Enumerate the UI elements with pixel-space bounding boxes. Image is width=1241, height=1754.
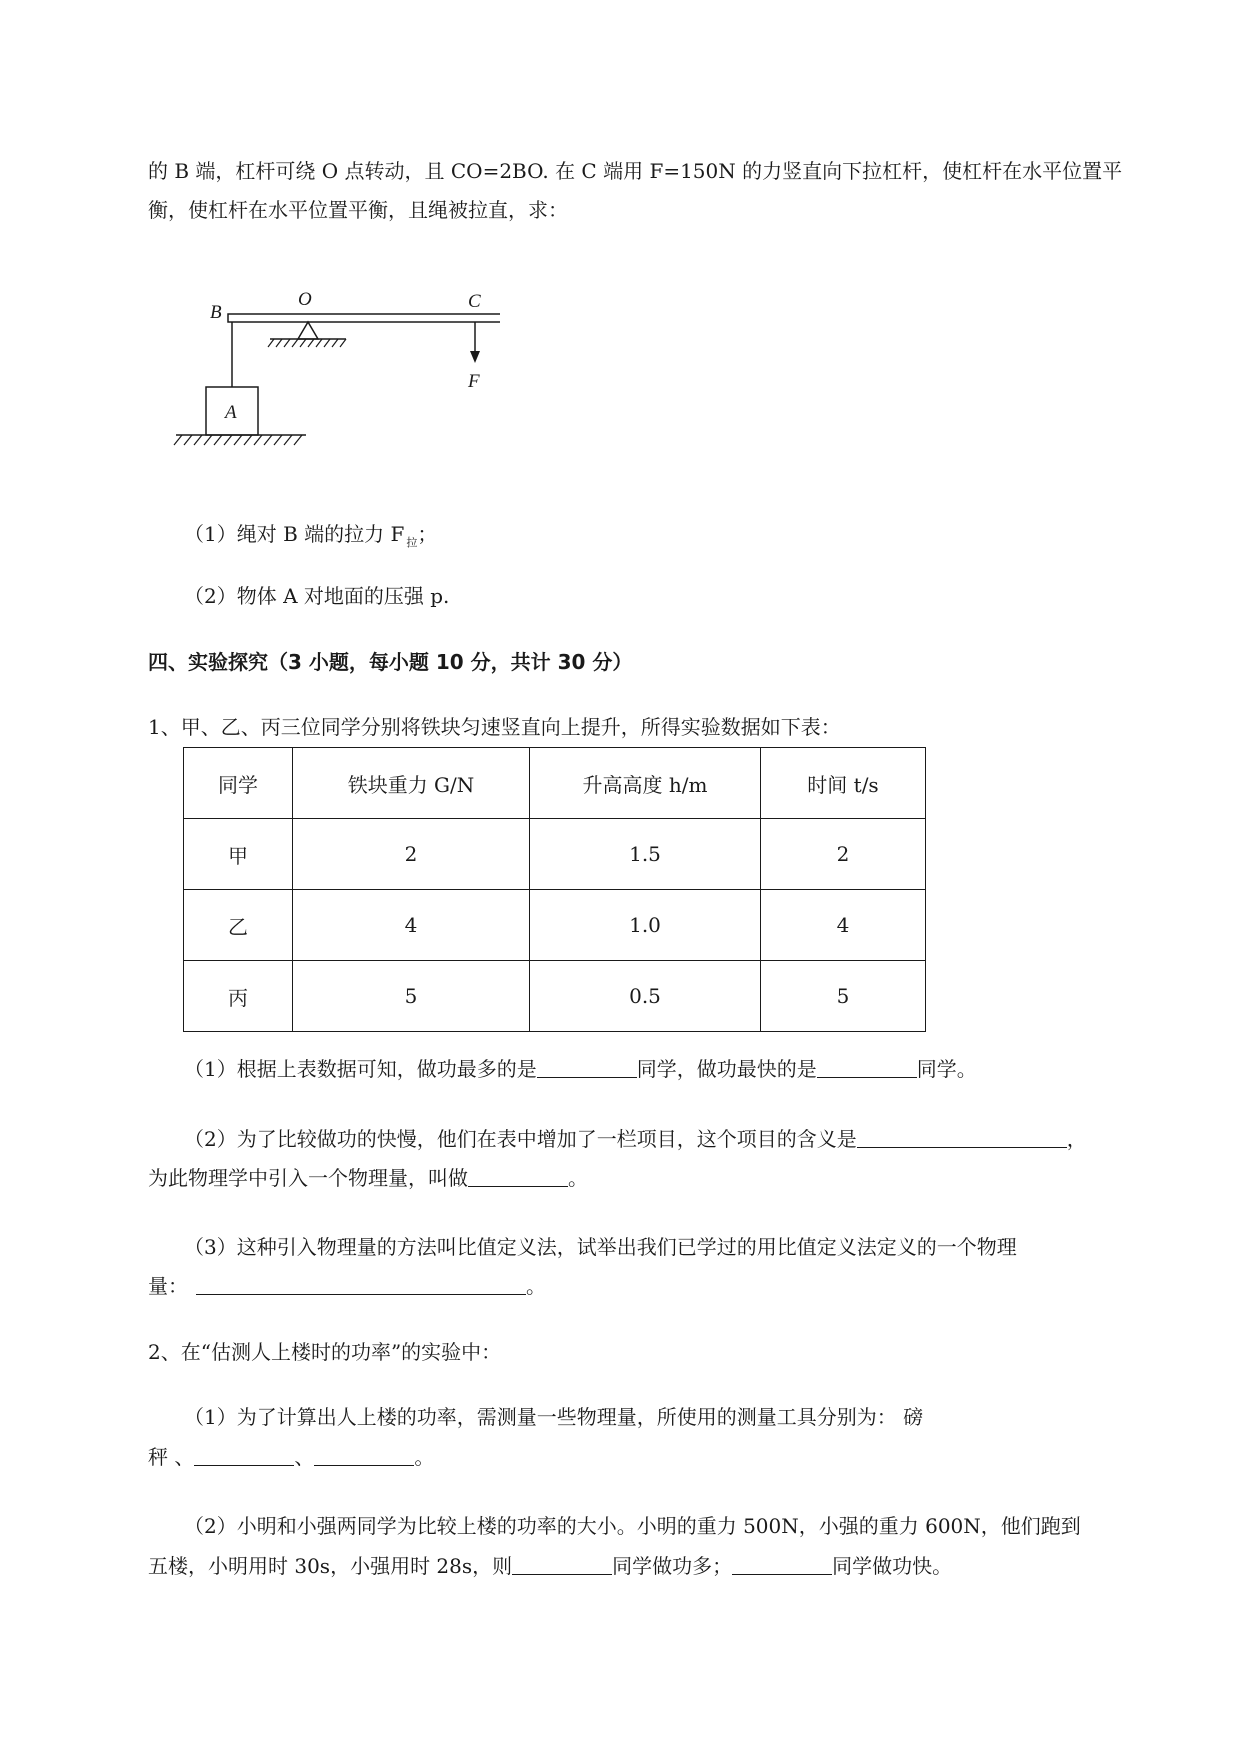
table-header-cell: 时间 t/s bbox=[761, 748, 926, 819]
table-cell: 2 bbox=[761, 819, 926, 890]
question-1-end: ； bbox=[417, 522, 438, 546]
answer-blank[interactable] bbox=[194, 1445, 294, 1466]
table-row bbox=[184, 890, 926, 961]
exp1-part-3-text-b: 量： bbox=[148, 1274, 188, 1298]
answer-blank[interactable] bbox=[817, 1057, 917, 1078]
exp2-part-2-line-2 bbox=[148, 1552, 952, 1580]
exp2-intro: 2、在“估测人上楼时的功率”的实验中： bbox=[148, 1340, 502, 1364]
exp1-part-2-text-c: 为此物理学中引入一个物理量，叫做 bbox=[148, 1166, 468, 1190]
exp1-part-3-line-2 bbox=[148, 1272, 546, 1300]
answer-blank[interactable] bbox=[196, 1274, 526, 1295]
answer-blank[interactable] bbox=[857, 1127, 1067, 1148]
section-title: 四、实验探究（3 小题，每小题 10 分，共计 30 分） bbox=[148, 650, 633, 674]
exp1-part-2-text-a: （2）为了比较做功的快慢，他们在表中增加了一栏项目，这个项目的含义是 bbox=[184, 1127, 857, 1151]
label-a: A bbox=[225, 402, 237, 423]
table-cell: 4 bbox=[761, 890, 926, 961]
exp1-part-3-line-1: （3）这种引入物理量的方法叫比值定义法，试举出我们已学过的用比值定义法定义的一个物理 bbox=[184, 1235, 1017, 1259]
exp2-part-2-text-c: 同学做功多； bbox=[612, 1554, 733, 1578]
exp2-part-1-text-b: 秤 、 bbox=[148, 1445, 195, 1469]
table-cell: 4 bbox=[293, 890, 530, 961]
exp1-part-1-text-a: （1）根据上表数据可知，做功最多的是 bbox=[184, 1057, 537, 1081]
lever-bar bbox=[228, 314, 500, 322]
answer-blank[interactable] bbox=[512, 1554, 612, 1575]
table-cell: 1.0 bbox=[530, 890, 761, 961]
question-1-text: （1）绳对 B 端的拉力 F bbox=[184, 522, 405, 546]
table-cell: 甲 bbox=[184, 819, 293, 890]
answer-blank[interactable] bbox=[732, 1554, 832, 1575]
exp1-part-2-text-d: 。 bbox=[568, 1166, 588, 1190]
table-cell: 丙 bbox=[184, 961, 293, 1032]
fulcrum bbox=[298, 322, 318, 339]
lever-diagram bbox=[170, 285, 500, 455]
table-cell: 2 bbox=[293, 819, 530, 890]
exp2-part-2-text-d: 同学做功快。 bbox=[832, 1554, 953, 1578]
exp2-part-1-text-c: 、 bbox=[294, 1445, 315, 1469]
label-b: B bbox=[210, 302, 222, 323]
exp1-intro: 1、甲、乙、丙三位同学分别将铁块匀速竖直向上提升，所得实验数据如下表： bbox=[148, 715, 841, 739]
data-table bbox=[183, 747, 926, 1032]
question-2: （2）物体 A 对地面的压强 p. bbox=[184, 584, 450, 608]
table-cell: 乙 bbox=[184, 890, 293, 961]
exp1-part-1-text-c: 同学。 bbox=[916, 1057, 977, 1081]
exp1-part-3-text-c: 。 bbox=[526, 1274, 546, 1298]
table-header-cell: 铁块重力 G/N bbox=[293, 748, 530, 819]
table-row bbox=[184, 961, 926, 1032]
intro-line-2: 衡，使杠杆在水平位置平衡，且绳被拉直，求： bbox=[148, 198, 568, 222]
exp2-part-2-line-1: （2）小明和小强两同学为比较上楼的功率的大小。小明的重力 500N，小强的重力 600N，他们跑到 bbox=[184, 1514, 1081, 1538]
table-header-cell: 升高高度 h/m bbox=[530, 748, 761, 819]
answer-blank[interactable] bbox=[537, 1057, 637, 1078]
exp2-part-1-text-d: 。 bbox=[414, 1445, 435, 1469]
exp2-part-1-line-1: （1）为了计算出人上楼的功率，需测量一些物理量，所使用的测量工具分别为： 磅 bbox=[184, 1405, 924, 1429]
exp2-part-2-text-b: 五楼，小明用时 30s，小强用时 28s，则 bbox=[148, 1554, 513, 1578]
question-1-sub: 拉 bbox=[406, 536, 418, 549]
exp1-part-1 bbox=[184, 1055, 977, 1083]
exp1-part-2-line-2 bbox=[148, 1164, 588, 1192]
answer-blank[interactable] bbox=[314, 1445, 414, 1466]
answer-blank[interactable] bbox=[468, 1166, 568, 1187]
table-cell: 5 bbox=[761, 961, 926, 1032]
table-cell: 5 bbox=[293, 961, 530, 1032]
force-arrow-head bbox=[470, 351, 480, 363]
exp1-part-2-text-b: ， bbox=[1066, 1127, 1087, 1151]
question-1 bbox=[184, 520, 437, 557]
table-row bbox=[184, 819, 926, 890]
label-c: C bbox=[468, 291, 481, 312]
table-header-row bbox=[184, 748, 926, 819]
label-o: O bbox=[298, 289, 312, 310]
exp2-part-1-line-2 bbox=[148, 1443, 434, 1471]
fulcrum-hatch bbox=[268, 339, 346, 347]
intro-line-1: 的 B 端，杠杆可绕 O 点转动，且 CO=2BO. 在 C 端用 F=150N 的力竖直向下拉杠杆，使杠杆在水平位置平 bbox=[148, 159, 1123, 183]
exp1-part-1-text-b: 同学，做功最快的是 bbox=[636, 1057, 817, 1081]
label-f: F bbox=[468, 371, 480, 392]
ground-hatch bbox=[174, 435, 302, 445]
table-header-cell: 同学 bbox=[184, 748, 293, 819]
table-cell: 1.5 bbox=[530, 819, 761, 890]
exp1-part-2-line-1 bbox=[184, 1125, 1087, 1153]
table-cell: 0.5 bbox=[530, 961, 761, 1032]
